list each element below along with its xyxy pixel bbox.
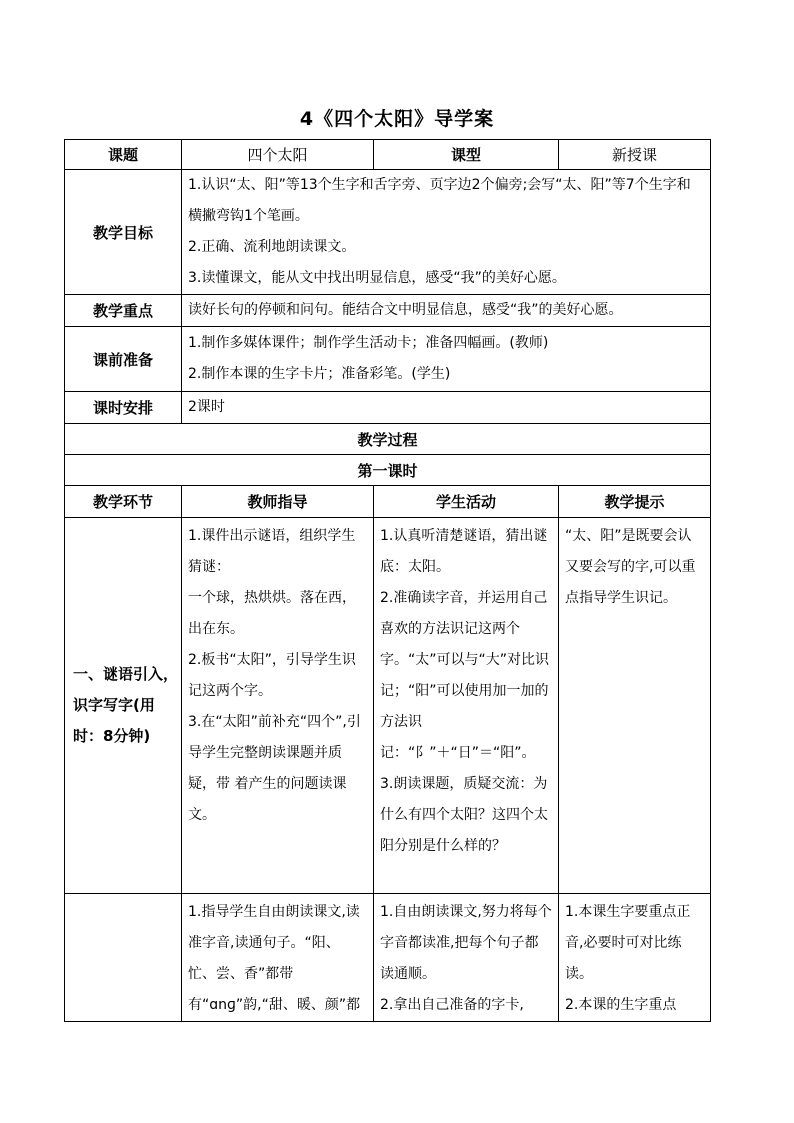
process-title: 教学过程 [65, 424, 711, 455]
type-label: 课型 [374, 140, 559, 170]
column-header-row [65, 486, 711, 518]
student-step: 1.认真听清楚谜语，猜出谜底：太阳。 [380, 528, 548, 575]
goal-item: 3.读懂课文，能从文中找出明显信息，感受“我”的美好心愿。 [188, 270, 566, 286]
schedule-row [65, 392, 711, 424]
student-activity [374, 894, 559, 1022]
topic-value: 四个太阳 [182, 140, 374, 170]
student-activity [374, 518, 559, 894]
preparation-label: 课前准备 [65, 327, 182, 392]
goals-row [65, 170, 711, 295]
tip-item: “太、阳”是既要会认又要会写的字,可以重点指导学生识记。 [565, 528, 696, 606]
student-step: 1.自由朗读课文,努力将每个字音都读准,把每个句子都读通顺。 [380, 904, 552, 982]
teaching-tips [559, 894, 711, 1022]
tip-item: 2.本课的生字重点 [565, 997, 677, 1013]
header-row [65, 140, 711, 170]
teacher-step: 1.指导学生自由朗读课文,读准字音,读通句子。“阳、忙、尝、香”都带有“ɑnɡ”韵,“甜、暖、颜”都 [188, 904, 361, 1013]
tip-item: 1.本课生字要重点正音,必要时可对比练读。 [565, 904, 691, 982]
riddle-text: 一个球，热烘烘。落在西，出在东。 [188, 590, 356, 637]
teacher-step: 2.板书“太阳”，引导学生识记这两个字。 [188, 652, 356, 699]
preparation-item: 2.制作本课的生字卡片；准备彩笔。(学生) [188, 366, 451, 382]
teacher-guidance [182, 894, 374, 1022]
preparation-row [65, 327, 711, 392]
lesson-title-row [65, 455, 711, 486]
teacher-step: 1.课件出示谜语，组织学生猜谜： [188, 528, 356, 575]
student-step: 3.朗读课题，质疑交流：为什么有四个太阳？这四个太阳分别是什么样的？ [380, 776, 548, 854]
goals-content [182, 170, 711, 295]
goal-item: 2.正确、流利地朗读课文。 [188, 239, 356, 255]
process-title-row [65, 424, 711, 455]
preparation-item: 1.制作多媒体课件；制作学生活动卡；准备四幅画。(教师) [188, 335, 549, 351]
table-row [65, 894, 711, 1022]
topic-label: 课题 [65, 140, 182, 170]
student-step: 2.拿出自己准备的字卡, [380, 997, 524, 1013]
column-header-stage: 教学环节 [65, 486, 182, 518]
column-header-tips: 教学提示 [559, 486, 711, 518]
type-value: 新授课 [559, 140, 711, 170]
lesson-title: 第一课时 [65, 455, 711, 486]
section-name: 一、谜语引入，识字写字(用时：8分钟) [65, 518, 182, 894]
teaching-tips [559, 518, 711, 894]
column-header-student: 学生活动 [374, 486, 559, 518]
key-points-label: 教学重点 [65, 295, 182, 327]
table-row [65, 518, 711, 894]
column-header-teacher: 教师指导 [182, 486, 374, 518]
goal-item: 1.认识“太、阳”等13个生字和舌字旁、页字边2个偏旁;会写“太、阳”等7个生字和横撇弯钩1个笔画。 [188, 177, 691, 224]
preparation-content [182, 327, 711, 392]
lesson-plan-table [64, 139, 711, 1022]
teacher-guidance [182, 518, 374, 894]
key-points-row [65, 295, 711, 327]
schedule-value: 2课时 [182, 392, 711, 424]
schedule-label: 课时安排 [65, 392, 182, 424]
goals-label: 教学目标 [65, 170, 182, 295]
key-points-text: 读好长句的停顿和问句。能结合文中明显信息，感受“我”的美好心愿。 [182, 295, 711, 327]
student-step: 2.准确读字音，并运用自己喜欢的方法识记这两个字。“太”可以与“大”对比识记；“阳”可以使用加一加的方法识记：“阝”＋“日”＝“阳”。 [380, 590, 550, 761]
section-name [65, 894, 182, 1022]
document-title: 4《四个太阳》导学案 [299, 108, 495, 130]
teacher-step: 3.在“太阳”前补充“四个”,引导学生完整朗读课题并质疑，带 着产生的问题读课文。 [188, 714, 361, 823]
